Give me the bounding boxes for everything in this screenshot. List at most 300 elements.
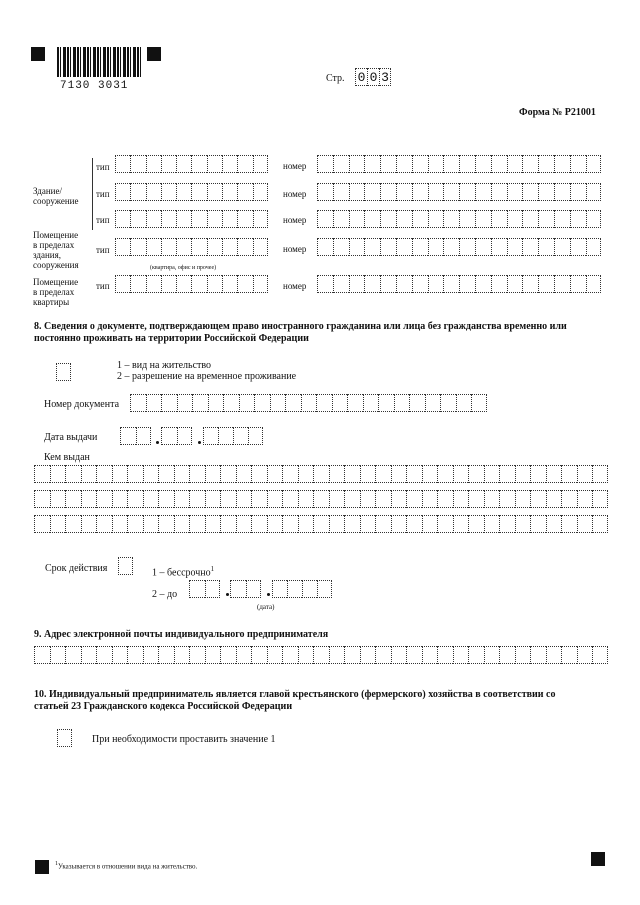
input-cell[interactable] [50,490,66,508]
building-number-2-cells[interactable] [317,183,601,201]
input-cell[interactable] [484,646,500,664]
input-cell[interactable] [222,155,237,173]
input-cell[interactable] [378,394,394,412]
input-cell[interactable] [363,394,379,412]
input-cell[interactable] [561,465,577,483]
input-cell[interactable] [298,465,314,483]
input-cell[interactable] [406,515,422,533]
input-cell[interactable] [459,238,475,256]
input-cell[interactable] [586,155,602,173]
input-cell[interactable] [546,646,562,664]
input-cell[interactable] [453,515,469,533]
input-cell[interactable] [56,363,71,381]
input-cell[interactable] [115,155,130,173]
input-cell[interactable] [205,490,221,508]
input-cell[interactable] [282,646,298,664]
input-cell[interactable] [570,210,586,228]
input-cell[interactable] [239,394,255,412]
input-cell[interactable] [561,646,577,664]
input-cell[interactable] [329,646,345,664]
input-cell[interactable] [349,238,365,256]
input-cell[interactable] [127,646,143,664]
input-cell[interactable] [96,490,112,508]
input-cell[interactable] [375,515,391,533]
input-cell[interactable] [484,515,500,533]
input-cell[interactable] [237,238,252,256]
input-cell[interactable] [364,275,380,293]
input-cell[interactable] [130,210,145,228]
input-cell[interactable] [176,275,191,293]
input-cell[interactable] [177,394,193,412]
input-cell[interactable] [57,729,72,747]
input-cell[interactable] [174,465,190,483]
input-cell[interactable] [222,238,237,256]
input-cell[interactable] [333,275,349,293]
input-cell[interactable] [313,490,329,508]
input-cell[interactable] [554,183,570,201]
input-cell[interactable] [507,183,523,201]
input-cell[interactable] [586,210,602,228]
input-cell[interactable] [161,183,176,201]
input-cell[interactable] [189,490,205,508]
input-cell[interactable] [375,646,391,664]
input-cell[interactable] [253,183,268,201]
input-cell[interactable] [491,210,507,228]
document-number-cells[interactable] [130,394,487,412]
input-cell[interactable] [437,646,453,664]
input-cell[interactable] [546,465,562,483]
input-cell[interactable] [491,155,507,173]
input-cell[interactable] [554,155,570,173]
input-cell[interactable] [360,465,376,483]
input-cell[interactable] [233,427,248,445]
input-cell[interactable] [282,515,298,533]
input-cell[interactable] [251,490,267,508]
input-cell[interactable] [317,580,332,598]
input-cell[interactable] [191,155,206,173]
input-cell[interactable] [406,646,422,664]
input-cell[interactable] [143,515,159,533]
input-cell[interactable] [246,580,262,598]
input-cell[interactable] [112,646,128,664]
input-cell[interactable] [253,155,268,173]
input-cell[interactable] [236,490,252,508]
input-cell[interactable] [143,490,159,508]
input-cell[interactable] [251,646,267,664]
email-cells[interactable] [34,646,608,664]
input-cell[interactable] [554,238,570,256]
input-cell[interactable] [475,183,491,201]
input-cell[interactable] [515,465,531,483]
input-cell[interactable] [191,210,206,228]
input-cell[interactable] [207,210,222,228]
input-cell[interactable] [115,183,130,201]
input-cell[interactable] [177,427,193,445]
input-cell[interactable] [475,210,491,228]
input-cell[interactable] [143,646,159,664]
input-cell[interactable] [453,646,469,664]
input-cell[interactable] [428,210,444,228]
input-cell[interactable] [127,465,143,483]
input-cell[interactable] [360,515,376,533]
issued-by-cells-row-2[interactable] [34,490,608,508]
input-cell[interactable] [437,515,453,533]
input-cell[interactable] [161,238,176,256]
input-cell[interactable] [207,238,222,256]
input-cell[interactable] [344,490,360,508]
input-cell[interactable] [146,183,161,201]
input-cell[interactable] [364,238,380,256]
input-cell[interactable] [344,465,360,483]
input-cell[interactable] [380,238,396,256]
input-cell[interactable] [298,490,314,508]
input-cell[interactable] [191,183,206,201]
input-cell[interactable] [453,490,469,508]
input-cell[interactable] [127,490,143,508]
input-cell[interactable] [375,465,391,483]
input-cell[interactable] [130,238,145,256]
input-cell[interactable] [298,515,314,533]
input-cell[interactable] [222,275,237,293]
input-cell[interactable] [592,646,608,664]
input-cell[interactable] [96,646,112,664]
input-cell[interactable] [443,155,459,173]
input-cell[interactable] [437,490,453,508]
input-cell[interactable] [253,210,268,228]
input-cell[interactable] [50,646,66,664]
input-cell[interactable] [222,210,237,228]
building-number-3-cells[interactable] [317,210,601,228]
input-cell[interactable] [375,490,391,508]
input-cell[interactable] [96,465,112,483]
input-cell[interactable] [412,275,428,293]
input-cell[interactable] [475,155,491,173]
input-cell[interactable] [189,580,205,598]
input-cell[interactable] [333,210,349,228]
input-cell[interactable] [530,465,546,483]
input-cell[interactable] [406,490,422,508]
input-cell[interactable] [248,427,263,445]
input-cell[interactable] [143,465,159,483]
input-cell[interactable] [130,394,146,412]
input-cell[interactable] [522,155,538,173]
input-cell[interactable] [207,183,222,201]
input-cell[interactable] [127,515,143,533]
input-cell[interactable] [364,183,380,201]
input-cell[interactable] [422,646,438,664]
input-cell[interactable] [191,238,206,256]
input-cell[interactable] [515,646,531,664]
input-cell[interactable] [333,183,349,201]
input-cell[interactable] [396,155,412,173]
input-cell[interactable] [577,515,593,533]
input-cell[interactable] [118,557,133,575]
input-cell[interactable] [313,515,329,533]
input-cell[interactable] [176,238,191,256]
input-cell[interactable] [115,275,130,293]
input-cell[interactable] [130,155,145,173]
issue-year-cells[interactable] [203,427,263,445]
input-cell[interactable] [586,183,602,201]
input-cell[interactable] [161,427,177,445]
input-cell[interactable] [530,646,546,664]
input-cell[interactable] [237,155,252,173]
input-cell[interactable] [208,394,224,412]
input-cell[interactable] [136,427,152,445]
input-cell[interactable] [313,465,329,483]
input-cell[interactable] [592,515,608,533]
document-type-cell[interactable] [56,363,71,381]
input-cell[interactable] [459,275,475,293]
input-cell[interactable] [253,275,268,293]
input-cell[interactable] [347,394,363,412]
input-cell[interactable] [189,465,205,483]
building-type-3-cells[interactable] [115,210,268,228]
input-cell[interactable] [391,515,407,533]
input-cell[interactable] [329,490,345,508]
input-cell[interactable] [146,394,162,412]
premises-type-cells[interactable] [115,238,268,256]
input-cell[interactable] [236,646,252,664]
input-cell[interactable] [161,275,176,293]
input-cell[interactable] [515,490,531,508]
input-cell[interactable] [81,490,97,508]
input-cell[interactable] [507,155,523,173]
input-cell[interactable] [205,515,221,533]
input-cell[interactable] [428,183,444,201]
input-cell[interactable] [112,515,128,533]
input-cell[interactable] [272,580,287,598]
input-cell[interactable] [428,155,444,173]
input-cell[interactable] [522,183,538,201]
input-cell[interactable] [112,465,128,483]
input-cell[interactable] [360,490,376,508]
input-cell[interactable] [499,490,515,508]
input-cell[interactable] [161,210,176,228]
input-cell[interactable] [592,490,608,508]
input-cell[interactable] [538,275,554,293]
input-cell[interactable] [176,183,191,201]
input-cell[interactable] [251,515,267,533]
input-cell[interactable] [317,238,333,256]
input-cell[interactable] [34,465,50,483]
input-cell[interactable] [443,183,459,201]
input-cell[interactable] [484,465,500,483]
input-cell[interactable] [522,238,538,256]
input-cell[interactable] [380,210,396,228]
input-cell[interactable] [364,155,380,173]
input-cell[interactable] [317,210,333,228]
input-cell[interactable] [538,183,554,201]
input-cell[interactable] [130,183,145,201]
input-cell[interactable] [267,515,283,533]
input-cell[interactable] [333,238,349,256]
input-cell[interactable] [425,394,441,412]
input-cell[interactable] [174,646,190,664]
input-cell[interactable] [253,238,268,256]
input-cell[interactable] [412,155,428,173]
input-cell[interactable] [459,155,475,173]
input-cell[interactable] [349,155,365,173]
input-cell[interactable] [468,515,484,533]
input-cell[interactable] [507,275,523,293]
input-cell[interactable] [65,465,81,483]
input-cell[interactable] [267,490,283,508]
input-cell[interactable] [522,210,538,228]
input-cell[interactable] [428,238,444,256]
input-cell[interactable] [468,465,484,483]
building-type-2-cells[interactable] [115,183,268,201]
input-cell[interactable] [396,183,412,201]
farm-head-cell[interactable] [57,729,72,747]
input-cell[interactable] [349,183,365,201]
input-cell[interactable] [422,515,438,533]
input-cell[interactable] [443,238,459,256]
input-cell[interactable] [146,238,161,256]
input-cell[interactable] [203,427,218,445]
input-cell[interactable] [205,465,221,483]
validity-cell[interactable] [118,557,133,575]
input-cell[interactable] [554,275,570,293]
input-cell[interactable] [577,465,593,483]
input-cell[interactable] [391,465,407,483]
input-cell[interactable] [412,210,428,228]
input-cell[interactable] [161,394,177,412]
input-cell[interactable] [81,465,97,483]
input-cell[interactable] [50,465,66,483]
input-cell[interactable] [471,394,487,412]
input-cell[interactable] [313,646,329,664]
input-cell[interactable] [333,155,349,173]
input-cell[interactable] [538,238,554,256]
input-cell[interactable] [237,183,252,201]
input-cell[interactable] [507,210,523,228]
input-cell[interactable] [570,238,586,256]
input-cell[interactable] [222,183,237,201]
input-cell[interactable] [468,646,484,664]
input-cell[interactable] [380,155,396,173]
input-cell[interactable] [251,465,267,483]
input-cell[interactable] [380,275,396,293]
input-cell[interactable] [577,490,593,508]
input-cell[interactable] [220,646,236,664]
input-cell[interactable] [499,646,515,664]
input-cell[interactable] [468,490,484,508]
input-cell[interactable] [507,238,523,256]
issued-by-cells-row-1[interactable] [34,465,608,483]
input-cell[interactable] [65,515,81,533]
input-cell[interactable] [391,490,407,508]
input-cell[interactable] [65,646,81,664]
input-cell[interactable] [538,210,554,228]
input-cell[interactable] [34,646,50,664]
input-cell[interactable] [317,155,333,173]
input-cell[interactable] [176,155,191,173]
input-cell[interactable] [158,515,174,533]
input-cell[interactable] [412,238,428,256]
input-cell[interactable] [236,515,252,533]
input-cell[interactable] [592,465,608,483]
input-cell[interactable] [81,646,97,664]
input-cell[interactable] [34,515,50,533]
input-cell[interactable] [207,155,222,173]
input-cell[interactable] [409,394,425,412]
input-cell[interactable] [344,515,360,533]
input-cell[interactable] [546,515,562,533]
input-cell[interactable] [530,515,546,533]
input-cell[interactable] [443,210,459,228]
input-cell[interactable] [570,183,586,201]
input-cell[interactable] [317,275,333,293]
input-cell[interactable] [298,646,314,664]
input-cell[interactable] [302,580,317,598]
input-cell[interactable] [570,275,586,293]
input-cell[interactable] [561,490,577,508]
input-cell[interactable] [189,515,205,533]
input-cell[interactable] [412,183,428,201]
issued-by-cells-row-3[interactable] [34,515,608,533]
input-cell[interactable] [146,275,161,293]
input-cell[interactable] [570,155,586,173]
input-cell[interactable] [586,275,602,293]
input-cell[interactable] [546,490,562,508]
input-cell[interactable] [515,515,531,533]
input-cell[interactable] [218,427,233,445]
input-cell[interactable] [499,465,515,483]
input-cell[interactable] [344,646,360,664]
input-cell[interactable] [586,238,602,256]
input-cell[interactable] [230,580,246,598]
input-cell[interactable] [220,515,236,533]
input-cell[interactable] [237,210,252,228]
input-cell[interactable] [364,210,380,228]
input-cell[interactable] [453,465,469,483]
input-cell[interactable] [459,183,475,201]
until-day-cells[interactable] [189,580,220,598]
input-cell[interactable] [440,394,456,412]
input-cell[interactable] [406,465,422,483]
input-cell[interactable] [267,465,283,483]
input-cell[interactable] [50,515,66,533]
input-cell[interactable] [115,238,130,256]
until-year-cells[interactable] [272,580,332,598]
input-cell[interactable] [491,275,507,293]
input-cell[interactable] [396,275,412,293]
input-cell[interactable] [146,210,161,228]
input-cell[interactable] [161,155,176,173]
input-cell[interactable] [349,210,365,228]
input-cell[interactable] [475,275,491,293]
input-cell[interactable] [176,210,191,228]
input-cell[interactable] [329,515,345,533]
input-cell[interactable] [270,394,286,412]
input-cell[interactable] [34,490,50,508]
input-cell[interactable] [81,515,97,533]
input-cell[interactable] [120,427,136,445]
input-cell[interactable] [287,580,302,598]
input-cell[interactable] [491,183,507,201]
input-cell[interactable] [538,155,554,173]
input-cell[interactable] [561,515,577,533]
input-cell[interactable] [158,465,174,483]
input-cell[interactable] [191,275,206,293]
input-cell[interactable] [428,275,444,293]
input-cell[interactable] [484,490,500,508]
input-cell[interactable] [422,490,438,508]
input-cell[interactable] [380,183,396,201]
input-cell[interactable] [174,515,190,533]
input-cell[interactable] [360,646,376,664]
